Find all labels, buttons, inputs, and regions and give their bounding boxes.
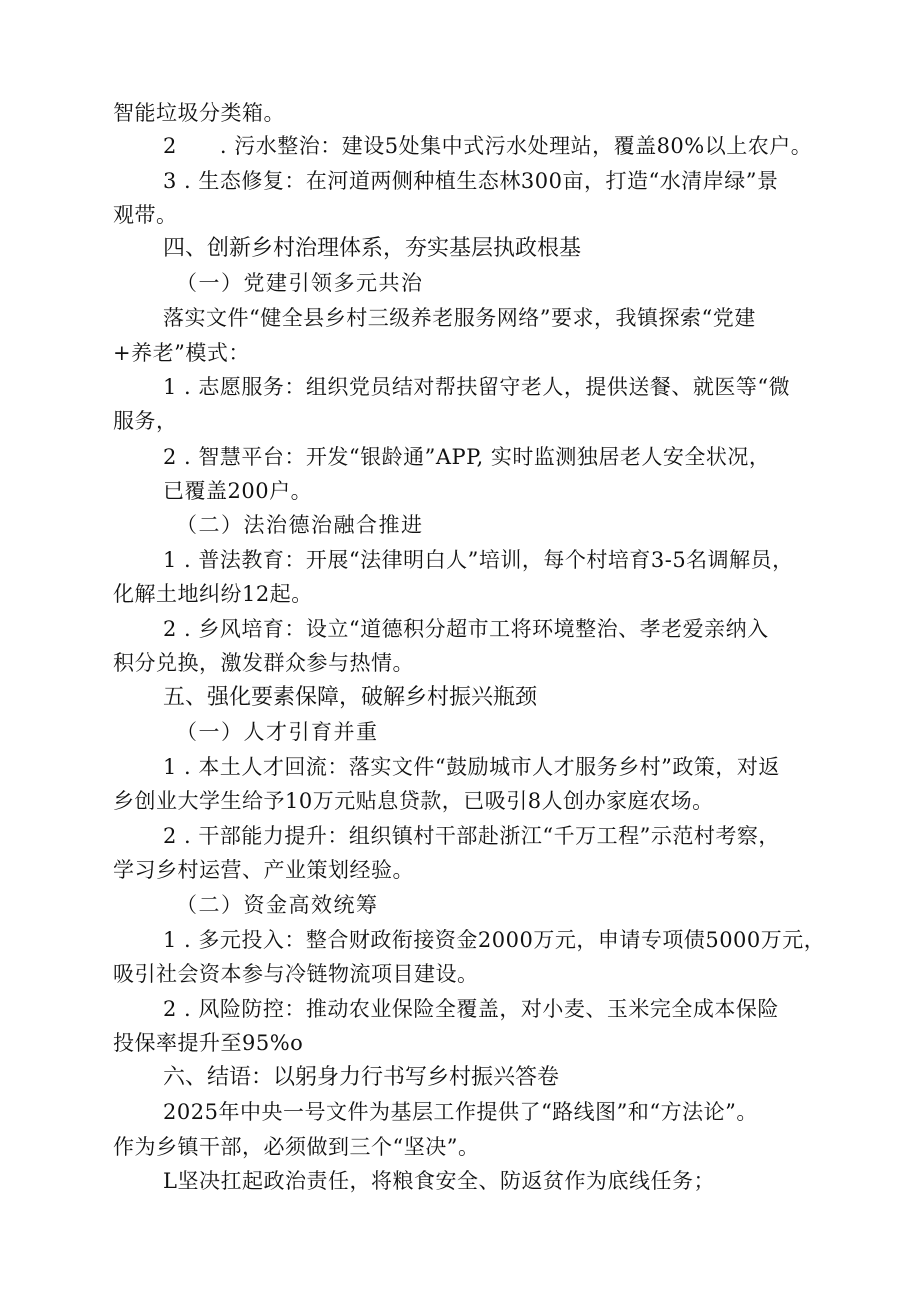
list-item-line: 2 . 风险防控：推动农业保险全覆盖，对小麦、玉米完全成本保险 — [163, 997, 779, 1021]
paragraph-line: 乡创业大学生给予10万元贴息贷款，已吸引8人创办家庭农场。 — [113, 789, 714, 813]
paragraph-line: 观带。 — [113, 203, 178, 227]
list-item-line: 2 . 智慧平台：开发“银龄通”APP, 实时监测独居老人安全状况， — [163, 445, 771, 469]
list-item-line: 2 . 干部能力提升：组织镇村干部赴浙江“千万工程”示范村考察， — [163, 824, 780, 848]
section-heading: 五、强化要素保障，破解乡村振兴瓶颈 — [163, 685, 538, 710]
list-item-line: 2 . 乡风培育：设立“道德积分超市工将环境整治、孝老爱亲纳入 — [163, 617, 769, 641]
subsection-heading: （一）人才引育并重 — [176, 720, 379, 744]
section-heading: 六、结语：以躬身力行书写乡村振兴答卷 — [163, 1065, 560, 1090]
paragraph-line: 2025年中央一号文件为基层工作提供了“路线图”和“方法论”。 — [163, 1100, 758, 1124]
list-item-line: 1 . 志愿服务：组织党员结对帮扶留守老人，提供送餐、就医等“微 — [163, 375, 791, 399]
list-item-line: 2 . 污水整治：建设5处集中式污水处理站，覆盖80%以上农户。 — [163, 134, 813, 158]
paragraph-line: 化解土地纠纷12起。 — [113, 582, 313, 606]
list-item-line: 1 . 本土人才回流：落实文件“鼓励城市人才服务乡村”政策，对返 — [163, 755, 780, 779]
subsection-heading: （二）资金高效统筹 — [176, 893, 379, 917]
paragraph-line: 学习乡村运营、产业策划经验。 — [113, 858, 414, 882]
paragraph-line: 吸引社会资本参与冷链物流项目建设。 — [113, 962, 479, 986]
paragraph-line: 智能垃圾分类箱。 — [113, 101, 285, 125]
paragraph-line: 服务， — [113, 409, 178, 433]
list-item-line: 1 . 多元投入：整合财政衔接资金2000万元，申请专项债5000万元， — [163, 928, 826, 952]
section-heading: 四、创新乡村治理体系，夯实基层执政根基 — [163, 236, 582, 261]
paragraph-line: 积分兑换，激发群众参与热情。 — [113, 651, 414, 675]
list-item-line: 1 . 普法教育：开展“法律明白人”培训，每个村培育3-5名调解员， — [163, 548, 794, 572]
list-item-line: 3 . 生态修复：在河道两侧种植生态林300亩，打造“水清岸绿”景 — [163, 169, 779, 193]
paragraph-line: 投保率提升至95%o — [113, 1031, 304, 1055]
paragraph-line: +养老”模式： — [113, 341, 250, 365]
subsection-heading: （一）党建引领多元共治 — [176, 271, 424, 295]
paragraph-line: 作为乡镇干部，必须做到三个“坚决”。 — [113, 1135, 480, 1159]
paragraph-line: 落实文件“健全县乡村三级养老服务网络”要求，我镇探索“党建 — [163, 306, 756, 330]
paragraph-line: 已覆盖200户。 — [163, 479, 313, 503]
paragraph-line: L坚决扛起政治责任，将粮食安全、防返贫作为底线任务； — [163, 1169, 715, 1193]
subsection-heading: （二）法治德治融合推进 — [176, 513, 424, 537]
